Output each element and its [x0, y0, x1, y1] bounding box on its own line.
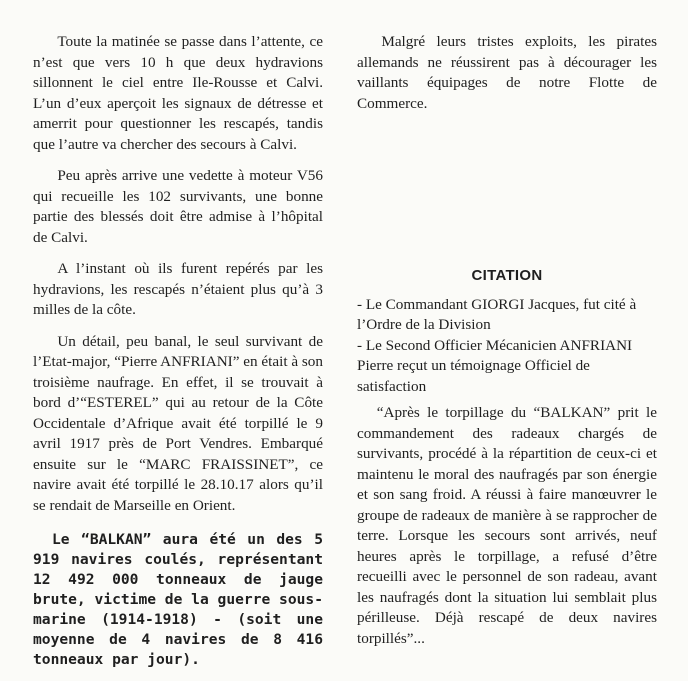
- paragraph-intro: Malgré leurs tristes exploits, les pirates allemands ne réussirent pas à décourager les vaillants équipages de notre Flotte de Commerce.: [357, 33, 657, 112]
- citation-heading: CITATION: [471, 267, 543, 284]
- left-column: [33, 32, 323, 681]
- citation-quote: “Après le torpillage du “BALKAN” prit le commandement des radeaux chargés de survivants, procédé à la répartition de ceux-ci et maintenu le moral des naufragés par son énergie et son sang froid. A réussi à faire manœuvrer le groupe de radeaux de manière à se rapprocher de terre. Lorsque les secours sont arrivés, neuf heures après le torpillage, a refusé d’être recueilli avec le personnel de son radeau, avant les naufragés dont la situation lui semblait plus périlleuse. Déjà rescapé de deux navires torpillés”...: [357, 404, 657, 647]
- right-column: [357, 32, 657, 660]
- citation-list: [357, 295, 657, 398]
- paragraph-statistics: Le “BALKAN” aura été un des 5 919 navires coulés, représentant 12 492 000 tonneaux de jauge brute, victime de la guerre sous-marine (1914-1918) - (soit une moyenne de 4 navires de 8 416 tonneaux par jour).: [33, 531, 323, 668]
- paragraph-distance: A l’instant où ils furent repérés par les hydravions, les rescapés n’étaient plus qu’à 3 milles de la côte.: [33, 260, 323, 318]
- paragraph-survivor-detail: Un détail, peu banal, le seul survivant de l’Etat-major, “Pierre ANFRIANI” en était à son troisième naufrage. En effet, il se trouvait à bord d’“ESTEREL” qui au retour de la Côte Occidentale d’Afrique avait été torpillé le 9 avril 1917 près de Port Vendres. Embarqué ensuite sur le “MARC FRAISSINET”, ce navire avait été torpillé le 28.10.17 alors qu’il se rendait de Marseille en Orient.: [33, 332, 323, 514]
- citation-item: - Le Commandant GIORGI Jacques, fut cité à l’Ordre de la Division: [357, 295, 637, 333]
- paragraph-rescue-boat: Peu après arrive une vedette à moteur V56 qui recueille les 102 survivants, une bonne partie des blessés doit être admise à l’hôpital de Calvi.: [33, 167, 323, 246]
- citation-item: - Le Second Officier Mécanicien ANFRIANI Pierre reçut un témoignage Officiel de satisfaction: [357, 336, 633, 395]
- paragraph-waiting: Toute la matinée se passe dans l’attente, ce n’est que vers 10 h que deux hydravions sillonnent le ciel entre Ile-Rousse et Calvi. L’un d’eux aperçoit les signaux de détresse et amerrit pour questionner les rescapés, tandis que l’autre va chercher des secours à Calvi.: [33, 33, 323, 153]
